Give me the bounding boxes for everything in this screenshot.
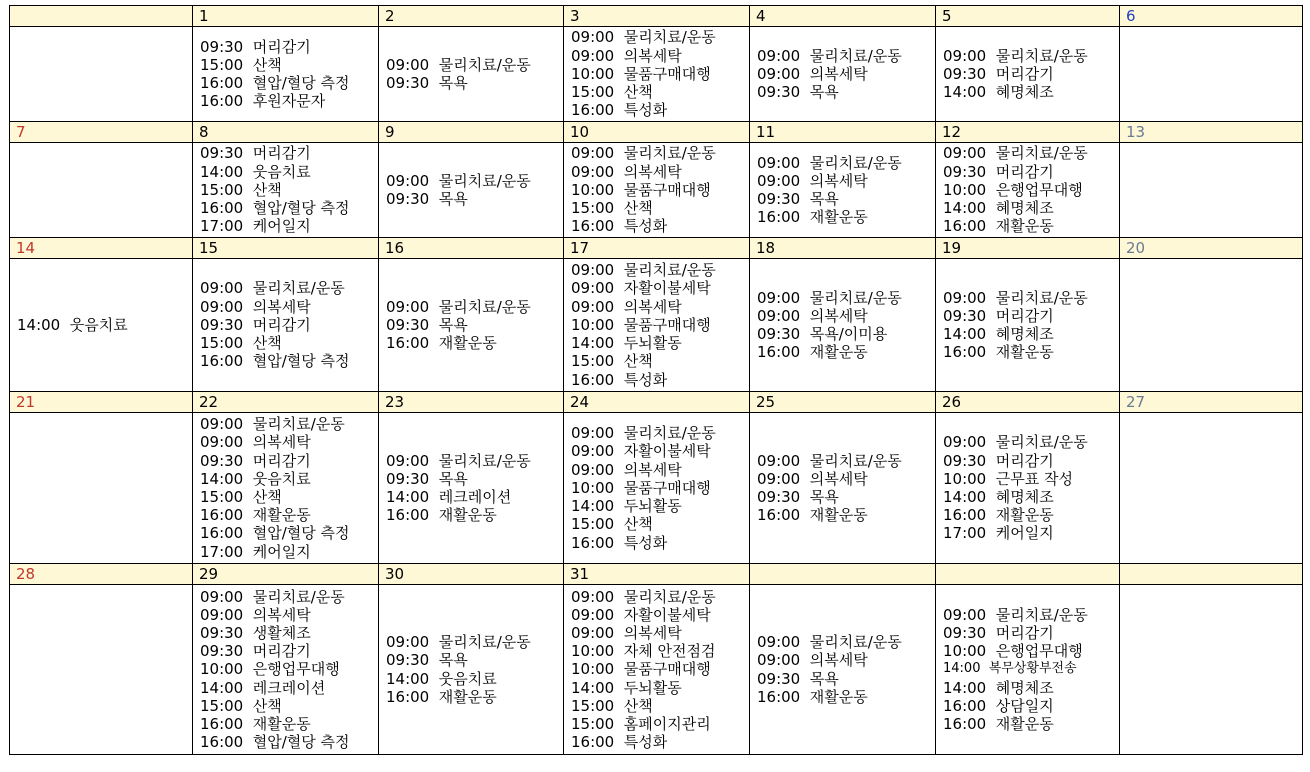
schedule-item: 09:30 목욕 <box>386 74 468 92</box>
schedule-item: 09:00 물리치료/운동 <box>943 46 1088 65</box>
day-header-cell <box>379 564 564 585</box>
week-header-row <box>10 238 1303 259</box>
day-header-cell <box>564 122 750 143</box>
schedule-item: 09:00 물리치료/운동 <box>757 451 902 470</box>
schedule-item: 09:00 물리치료/운동 <box>200 279 345 298</box>
day-header-cell <box>750 564 936 585</box>
day-schedule-cell <box>936 413 1120 564</box>
schedule-item: 14:00 두뇌활동 <box>571 334 682 353</box>
day-schedule-cell <box>564 585 750 755</box>
schedule-item: 10:00 물품구매대행 <box>571 315 711 334</box>
day-schedule-cell <box>193 413 379 564</box>
day-header-cell <box>1120 122 1303 143</box>
schedule-item: 09:00 의복세탁 <box>200 433 311 452</box>
day-schedule-cell <box>750 413 936 564</box>
schedule-item: 16:00 특성화 <box>571 217 668 236</box>
schedule-list <box>379 56 563 92</box>
day-schedule-cell <box>10 585 193 755</box>
schedule-item: 16:00 재활운동 <box>757 208 868 227</box>
day-header-cell <box>193 122 379 143</box>
schedule-list <box>936 433 1119 542</box>
week-header-row <box>10 6 1303 27</box>
schedule-item: 15:00 산책 <box>200 334 282 353</box>
schedule-item: 09:30 머리감기 <box>943 623 1054 642</box>
schedule-item: 14:00 레크레이션 <box>386 488 512 506</box>
schedule-item: 16:00 재활운동 <box>757 343 868 362</box>
day-header-cell <box>379 238 564 259</box>
schedule-item: 10:00 물품구매대행 <box>571 478 711 497</box>
schedule-item: 09:00 물리치료/운동 <box>386 451 531 470</box>
day-number: 5 <box>942 7 952 25</box>
schedule-item: 14:00 두뇌활동 <box>571 678 682 697</box>
day-header-cell <box>1120 6 1303 27</box>
day-header-cell <box>936 564 1120 585</box>
schedule-item: 16:00 재활운동 <box>386 506 497 525</box>
day-number: 6 <box>1126 7 1136 25</box>
schedule-item: 16:00 상담일지 <box>943 696 1054 715</box>
day-schedule-cell <box>750 585 936 755</box>
schedule-item: 09:30 머리감기 <box>943 306 1054 325</box>
schedule-list <box>193 279 378 370</box>
day-schedule-cell <box>193 27 379 122</box>
schedule-item: 09:30 머리감기 <box>200 642 311 661</box>
schedule-item: 09:00 물리치료/운동 <box>200 415 345 434</box>
schedule-item: 16:00 재활운동 <box>943 715 1054 733</box>
day-schedule-cell <box>379 259 564 392</box>
schedule-item: 09:00 의복세탁 <box>757 64 868 83</box>
schedule-item: 10:00 물품구매대행 <box>571 660 711 679</box>
day-number: 25 <box>756 393 776 411</box>
week-body-row <box>10 259 1303 392</box>
day-schedule-cell <box>193 143 379 238</box>
schedule-list <box>193 588 378 752</box>
schedule-item: 09:00 자활이불세탁 <box>571 279 711 298</box>
day-header-cell <box>750 122 936 143</box>
schedule-item: 14:00 혜명체조 <box>943 325 1054 343</box>
schedule-item: 09:00 물리치료/운동 <box>571 587 716 606</box>
day-schedule-cell <box>564 27 750 122</box>
day-header-cell <box>564 564 750 585</box>
schedule-item: 16:00 재활운동 <box>943 343 1054 362</box>
schedule-item: 09:00 물리치료/운동 <box>386 171 531 190</box>
day-number: 31 <box>570 565 590 583</box>
schedule-item: 09:00 의복세탁 <box>571 623 682 642</box>
week-body-row <box>10 143 1303 238</box>
day-schedule-cell <box>564 143 750 238</box>
day-schedule-cell <box>1120 413 1303 564</box>
schedule-item: 16:00 후원자문자 <box>200 92 326 111</box>
schedule-list <box>750 633 935 706</box>
schedule-list <box>936 606 1119 733</box>
day-number: 10 <box>570 123 590 141</box>
schedule-item: 09:30 머리감기 <box>200 315 311 334</box>
day-header-cell <box>1120 392 1303 413</box>
schedule-item: 17:00 케어일지 <box>200 217 311 236</box>
schedule-list <box>750 289 935 362</box>
schedule-list <box>379 172 563 208</box>
schedule-item: 09:00 물리치료/운동 <box>757 153 902 172</box>
day-header-cell <box>193 392 379 413</box>
schedule-list <box>936 47 1119 102</box>
schedule-item: 09:30 목욕/이미용 <box>757 325 888 343</box>
schedule-item: 15:00 산책 <box>571 696 653 715</box>
day-header-cell <box>1120 564 1303 585</box>
schedule-item: 15:00 산책 <box>571 199 653 218</box>
schedule-item: 09:30 목욕 <box>757 488 839 506</box>
schedule-list <box>193 415 378 561</box>
day-number: 1 <box>199 7 209 25</box>
day-schedule-cell <box>10 27 193 122</box>
schedule-item: 09:00 의복세탁 <box>757 651 868 670</box>
schedule-item: 14:00 레크레이션 <box>200 678 326 697</box>
day-number: 16 <box>385 239 405 257</box>
day-schedule-cell <box>379 143 564 238</box>
day-schedule-cell <box>10 143 193 238</box>
day-number: 4 <box>756 7 766 25</box>
day-number: 21 <box>16 393 36 411</box>
schedule-item: 16:00 재활운동 <box>386 687 497 706</box>
schedule-item: 10:00 자체 안전점검 <box>571 642 716 661</box>
day-number: 12 <box>942 123 962 141</box>
schedule-item: 16:00 혈압/혈당 측정 <box>200 199 350 218</box>
schedule-list <box>564 424 749 551</box>
schedule-item: 09:00 의복세탁 <box>757 171 868 190</box>
schedule-item: 09:00 물리치료/운동 <box>386 297 531 316</box>
schedule-item: 09:30 머리감기 <box>943 451 1054 470</box>
day-number: 9 <box>385 123 395 141</box>
schedule-item: 16:00 혈압/혈당 측정 <box>200 74 350 92</box>
day-number: 23 <box>385 393 405 411</box>
schedule-list <box>750 154 935 227</box>
schedule-item: 14:00 복무상황부전송 <box>943 661 1077 677</box>
schedule-list <box>10 316 192 334</box>
day-header-cell <box>10 392 193 413</box>
schedule-item: 15:00 홈페이지관리 <box>571 715 711 733</box>
day-header-cell <box>379 392 564 413</box>
day-number: 2 <box>385 7 395 25</box>
schedule-item: 14:00 혜명체조 <box>943 199 1054 218</box>
schedule-item: 16:00 특성화 <box>571 101 668 120</box>
day-number: 19 <box>942 239 962 257</box>
schedule-list <box>750 47 935 102</box>
schedule-item: 09:00 물리치료/운동 <box>200 587 345 606</box>
schedule-item: 09:00 물리치료/운동 <box>571 424 716 443</box>
schedule-list <box>750 452 935 525</box>
day-schedule-cell <box>564 413 750 564</box>
schedule-item: 09:30 머리감기 <box>200 37 311 56</box>
schedule-item: 09:00 의복세탁 <box>571 46 682 65</box>
day-number: 27 <box>1126 393 1146 411</box>
schedule-item: 16:00 재활운동 <box>200 506 311 525</box>
schedule-item: 09:00 물리치료/운동 <box>571 28 716 47</box>
schedule-item: 10:00 은행업무대행 <box>943 180 1083 199</box>
day-schedule-cell <box>193 259 379 392</box>
schedule-item: 15:00 산책 <box>200 55 282 74</box>
schedule-list <box>564 588 749 752</box>
schedule-item: 09:30 목욕 <box>386 651 468 670</box>
schedule-item: 09:30 머리감기 <box>200 144 311 163</box>
day-schedule-cell <box>936 259 1120 392</box>
day-number: 28 <box>16 565 36 583</box>
day-schedule-cell <box>193 585 379 755</box>
schedule-item: 15:00 산책 <box>200 696 282 715</box>
day-header-cell <box>193 564 379 585</box>
schedule-item: 16:00 특성화 <box>571 733 668 752</box>
day-number: 24 <box>570 393 590 411</box>
schedule-list <box>564 28 749 119</box>
day-number: 11 <box>756 123 776 141</box>
day-schedule-cell <box>936 27 1120 122</box>
schedule-item: 14:00 혜명체조 <box>943 83 1054 102</box>
schedule-list <box>379 298 563 353</box>
day-header-cell <box>193 6 379 27</box>
schedule-list <box>193 144 378 235</box>
schedule-item: 16:00 특성화 <box>571 533 668 552</box>
schedule-item: 09:00 물리치료/운동 <box>571 261 716 280</box>
schedule-list <box>379 452 563 525</box>
schedule-list <box>564 261 749 388</box>
day-number: 8 <box>199 123 209 141</box>
day-schedule-cell <box>1120 143 1303 238</box>
schedule-item: 14:00 웃음치료 <box>17 315 128 334</box>
schedule-item: 16:00 특성화 <box>571 370 668 389</box>
day-number: 18 <box>756 239 776 257</box>
week-header-row <box>10 392 1303 413</box>
day-schedule-cell <box>379 585 564 755</box>
schedule-item: 09:30 머리감기 <box>200 451 311 470</box>
schedule-item: 09:30 목욕 <box>757 83 839 102</box>
schedule-item: 10:00 물품구매대행 <box>571 180 711 199</box>
schedule-item: 14:00 웃음치료 <box>200 162 311 181</box>
week-body-row <box>10 413 1303 564</box>
day-number: 29 <box>199 565 219 583</box>
schedule-item: 09:00 의복세탁 <box>571 162 682 181</box>
day-header-cell <box>936 238 1120 259</box>
day-number: 17 <box>570 239 590 257</box>
schedule-list <box>379 633 563 706</box>
schedule-item: 09:30 생활체조 <box>200 623 311 642</box>
schedule-item: 09:00 의복세탁 <box>757 469 868 488</box>
schedule-item: 09:00 자활이불세탁 <box>571 442 711 461</box>
schedule-item: 09:00 물리치료/운동 <box>943 288 1088 307</box>
day-schedule-cell <box>936 143 1120 238</box>
schedule-item: 09:00 의복세탁 <box>571 460 682 479</box>
schedule-item: 09:00 물리치료/운동 <box>386 55 531 74</box>
day-header-cell <box>564 6 750 27</box>
calendar-body <box>10 6 1303 755</box>
schedule-item: 16:00 재활운동 <box>943 217 1054 236</box>
day-number: 22 <box>199 393 219 411</box>
schedule-item: 09:00 물리치료/운동 <box>571 144 716 163</box>
schedule-item: 17:00 케어일지 <box>943 524 1054 543</box>
day-schedule-cell <box>379 27 564 122</box>
day-header-cell <box>10 6 193 27</box>
day-schedule-cell <box>1120 259 1303 392</box>
monthly-schedule-calendar <box>9 5 1303 755</box>
schedule-item: 09:30 목욕 <box>757 669 839 688</box>
schedule-item: 09:00 물리치료/운동 <box>757 633 902 652</box>
day-number: 3 <box>570 7 580 25</box>
schedule-item: 10:00 근무표 작성 <box>943 469 1073 488</box>
day-number: 30 <box>385 565 405 583</box>
day-header-cell <box>1120 238 1303 259</box>
day-header-cell <box>750 238 936 259</box>
schedule-item: 09:00 의복세탁 <box>571 297 682 316</box>
schedule-list <box>564 144 749 235</box>
day-header-cell <box>379 6 564 27</box>
day-schedule-cell <box>564 259 750 392</box>
schedule-item: 09:00 물리치료/운동 <box>386 633 531 652</box>
day-header-cell <box>750 6 936 27</box>
schedule-item: 14:00 혜명체조 <box>943 678 1054 697</box>
week-header-row <box>10 564 1303 585</box>
day-schedule-cell <box>10 259 193 392</box>
schedule-item: 09:30 머리감기 <box>943 162 1054 181</box>
schedule-item: 14:00 두뇌활동 <box>571 497 682 516</box>
day-header-cell <box>936 6 1120 27</box>
day-schedule-cell <box>10 413 193 564</box>
day-schedule-cell <box>750 259 936 392</box>
day-schedule-cell <box>1120 27 1303 122</box>
day-schedule-cell <box>379 413 564 564</box>
schedule-list <box>936 144 1119 235</box>
day-header-cell <box>750 392 936 413</box>
schedule-item: 10:00 은행업무대행 <box>200 660 340 679</box>
schedule-item: 16:00 재활운동 <box>757 506 868 525</box>
day-number: 14 <box>16 239 36 257</box>
schedule-item: 16:00 재활운동 <box>757 687 868 706</box>
day-number: 26 <box>942 393 962 411</box>
schedule-item: 09:30 목욕 <box>386 315 468 334</box>
schedule-item: 09:30 목욕 <box>386 469 468 488</box>
schedule-item: 14:00 웃음치료 <box>386 669 497 688</box>
day-header-cell <box>193 238 379 259</box>
schedule-item: 09:30 목욕 <box>757 190 839 208</box>
schedule-item: 15:00 산책 <box>571 352 653 371</box>
schedule-item: 09:00 물리치료/운동 <box>757 46 902 65</box>
schedule-item: 09:00 의복세탁 <box>200 605 311 624</box>
schedule-item: 09:00 의복세탁 <box>200 297 311 316</box>
schedule-item: 09:00 의복세탁 <box>757 306 868 325</box>
day-header-cell <box>379 122 564 143</box>
day-schedule-cell <box>1120 585 1303 755</box>
week-body-row <box>10 27 1303 122</box>
schedule-item: 09:00 물리치료/운동 <box>757 288 902 307</box>
day-header-cell <box>10 122 193 143</box>
schedule-item: 10:00 은행업무대행 <box>943 642 1083 661</box>
schedule-item: 16:00 혈압/혈당 측정 <box>200 524 350 543</box>
schedule-item: 16:00 재활운동 <box>386 334 497 353</box>
schedule-list <box>936 289 1119 362</box>
schedule-item: 16:00 혈압/혈당 측정 <box>200 733 350 752</box>
day-number: 13 <box>1126 123 1146 141</box>
day-number: 7 <box>16 123 26 141</box>
day-header-cell <box>10 564 193 585</box>
schedule-item: 10:00 물품구매대행 <box>571 64 711 83</box>
schedule-item: 09:00 물리치료/운동 <box>943 605 1088 624</box>
day-header-cell <box>10 238 193 259</box>
schedule-item: 09:00 자활이불세탁 <box>571 605 711 624</box>
schedule-item: 16:00 재활운동 <box>943 506 1054 525</box>
schedule-item: 15:00 산책 <box>200 180 282 199</box>
schedule-item: 09:30 목욕 <box>386 190 468 208</box>
schedule-item: 14:00 웃음치료 <box>200 469 311 488</box>
day-schedule-cell <box>750 27 936 122</box>
day-header-cell <box>564 238 750 259</box>
schedule-item: 14:00 혜명체조 <box>943 488 1054 506</box>
schedule-item: 09:00 물리치료/운동 <box>943 144 1088 163</box>
day-number: 15 <box>199 239 219 257</box>
schedule-item: 17:00 케어일지 <box>200 542 311 561</box>
day-schedule-cell <box>936 585 1120 755</box>
day-number: 20 <box>1126 239 1146 257</box>
schedule-item: 15:00 산책 <box>571 515 653 534</box>
week-header-row <box>10 122 1303 143</box>
day-schedule-cell <box>750 143 936 238</box>
schedule-item: 09:00 물리치료/운동 <box>943 433 1088 452</box>
schedule-list <box>193 38 378 111</box>
day-header-cell <box>564 392 750 413</box>
schedule-item: 15:00 산책 <box>571 83 653 102</box>
schedule-item: 09:30 머리감기 <box>943 64 1054 83</box>
day-header-cell <box>936 122 1120 143</box>
schedule-item: 16:00 혈압/혈당 측정 <box>200 352 350 371</box>
week-body-row <box>10 585 1303 755</box>
day-header-cell <box>936 392 1120 413</box>
schedule-item: 16:00 재활운동 <box>200 715 311 733</box>
schedule-item: 15:00 산책 <box>200 488 282 506</box>
